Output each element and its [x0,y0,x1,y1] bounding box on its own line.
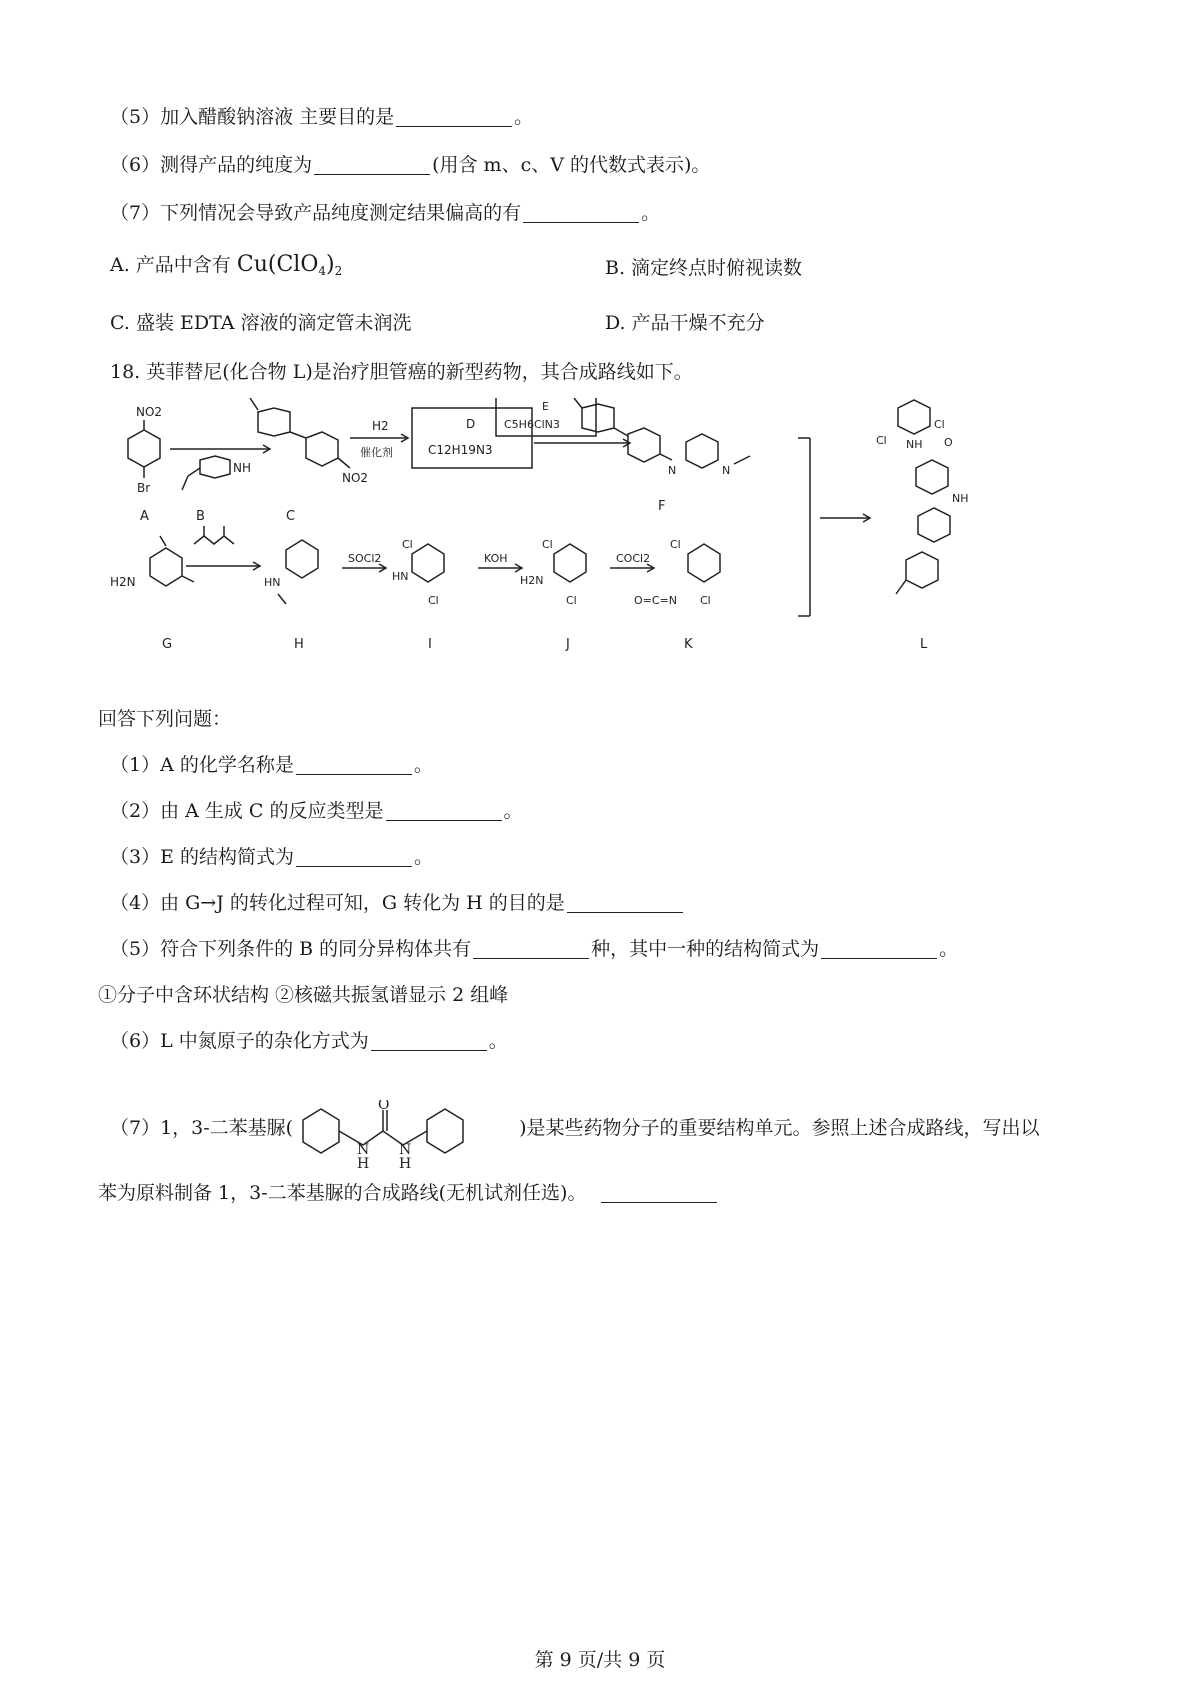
q18-part5-end: 。 [939,938,959,960]
q17-part5-end: 。 [514,106,534,128]
atom-o-urea: O [378,1100,390,1113]
q17-part7 [110,200,660,226]
option-c: C. 盛装 EDTA 溶液的滴定管未润洗 [110,312,412,334]
q18-part7 [110,1100,1040,1170]
atom-no2: NO2 [136,405,163,419]
answer-prompt: 回答下列问题： [98,708,232,730]
q18-part3-text: （3）E 的结构简式为 [110,846,294,868]
q17-part6-text: （6）测得产品的纯度为 [110,154,313,176]
compound-a [128,405,162,524]
label-f: F [658,499,666,514]
page-footer: 第 9 页/共 9 页 [534,1649,666,1671]
atom-nh-l2: NH [952,492,969,505]
reagent-catalyst: 催化剂 [360,446,393,459]
q18-conditions: ①分子中含环状结构 ②核磁共振氢谱显示 2 组峰 [98,984,509,1006]
atom-cl-l2: Cl [876,434,887,447]
diphenylurea-structure [293,1100,519,1170]
answer-blank[interactable] [396,106,512,127]
atom-br: Br [137,481,151,495]
q18-part3 [110,844,433,870]
reagent-koh: KOH [484,552,508,565]
q18-part6 [110,1028,508,1054]
q18-part5 [110,936,958,962]
answer-blank[interactable] [296,846,412,867]
q18-part5-text: （5）符合下列条件的 B 的同分异构体共有 [110,938,472,960]
answer-blank[interactable] [601,1182,717,1203]
compound-c [250,398,368,524]
q18-part5-mid: 种，其中一种的结构简式为 [591,938,820,960]
q18-part7-text-a: （7）1，3-二苯基脲( [110,1117,294,1139]
box-e-label: E [542,400,549,413]
atom-h2n-j: H2N [520,574,544,587]
atom-cl-i2: Cl [428,594,439,607]
answer-blank[interactable] [567,892,683,913]
compound-j [520,538,586,652]
atom-no2-c: NO2 [342,471,369,485]
q18-part4-text: （4）由 G→J 的转化过程可知，G 转化为 H 的目的是 [110,892,565,914]
compound-b [182,456,251,524]
atom-nh-l: NH [906,438,923,451]
answer-blank[interactable] [386,800,502,821]
reagent-socl2: SOCl2 [348,552,382,565]
reagent-cocl2: COCl2 [616,552,651,565]
q17-part6 [110,152,710,178]
q18-part7-line2 [98,1180,719,1206]
box-d-formula: C12H19N3 [428,443,493,457]
q18-intro: 18. 英菲替尼(化合物 L)是治疗胆管癌的新型药物，其合成路线如下。 [110,361,693,383]
q17-part6-end: (用含 m、c、V 的代数式表示)。 [432,154,711,176]
answer-blank[interactable] [821,938,937,959]
atom-cl-k1: Cl [670,538,681,551]
answer-blank[interactable] [523,202,639,223]
option-a-text: A. 产品中含有 [110,254,231,276]
q17-part5-text: （5）加入醋酸钠溶液 主要目的是 [110,106,395,128]
compound-h [264,540,318,652]
label-h: H [294,637,304,652]
atom-o-l: O [944,436,953,449]
atom-h-urea2: H [399,1156,412,1170]
option-b: B. 滴定终点时俯视读数 [605,257,803,279]
q18-part2-end: 。 [503,800,523,822]
atom-nh: NH [233,461,251,475]
label-j: J [566,637,570,652]
option-a-formula: Cu(ClO [236,252,319,277]
compound-g [110,536,194,652]
atom-hn-h: HN [264,576,281,589]
label-k: K [684,637,693,652]
compound-i [392,538,444,652]
atom-h-urea1: H [357,1156,370,1170]
q17-part7-end: 。 [641,202,661,224]
q18-part4 [110,890,685,916]
atom-n-urea1: N [357,1142,370,1158]
atom-oc-k: O=C=N [634,594,678,607]
reagent-h2: H2 [372,419,389,433]
atom-h2n-g: H2N [110,575,136,589]
atom-cl-j1: Cl [542,538,553,551]
atom-n-f1: N [668,464,677,477]
atom-cl-k2: Cl [700,594,711,607]
q18-part6-end: 。 [488,1030,508,1052]
q18-part3-end: 。 [414,846,434,868]
option-a: A. 产品中含有 $Cu(ClO_4)_2$ [110,252,343,278]
q18-part7-text-b: )是某些药物分子的重要结构单元。参照上述合成路线，写出以 [519,1117,1040,1139]
label-a: A [140,509,149,524]
q18-part6-text: （6）L 中氮原子的杂化方式为 [110,1030,369,1052]
box-d-label: D [466,417,476,431]
label-i: I [428,637,432,652]
answer-blank[interactable] [314,154,430,175]
atom-cl-i1: Cl [402,538,413,551]
q18-part7-line2-text: 苯为原料制备 1，3-二苯基脲的合成路线(无机试剂任选)。 [98,1182,587,1204]
atom-cl-l1: Cl [934,418,945,431]
q18-part2-text: （2）由 A 生成 C 的反应类型是 [110,800,384,822]
label-g: G [162,637,173,652]
q18-part1-text: （1）A 的化学名称是 [110,754,294,776]
option-a-sub4: 4 [318,264,326,278]
q17-part5 [110,104,533,130]
compound-l [876,400,969,652]
option-d: D. 产品干燥不充分 [605,312,765,334]
q18-part1 [110,752,433,778]
compound-f [574,398,750,514]
label-l: L [920,637,928,652]
answer-blank[interactable] [371,1030,487,1051]
atom-n-f2: N [722,464,731,477]
atom-cl-j2: Cl [566,594,577,607]
answer-blank[interactable] [473,938,589,959]
q18-part1-end: 。 [413,754,433,776]
answer-blank[interactable] [296,754,412,775]
synthesis-scheme [110,398,1110,680]
q17-part7-text: （7）下列情况会导致产品纯度测定结果偏高的有 [110,202,522,224]
label-b: B [196,509,205,524]
box-e-formula: C5H6ClN3 [504,418,560,431]
q18-part2 [110,798,523,824]
atom-n-urea2: N [399,1142,412,1158]
option-a-sub2: 2 [334,264,343,278]
atom-hn-i: HN [392,570,409,583]
label-c: C [286,509,296,524]
